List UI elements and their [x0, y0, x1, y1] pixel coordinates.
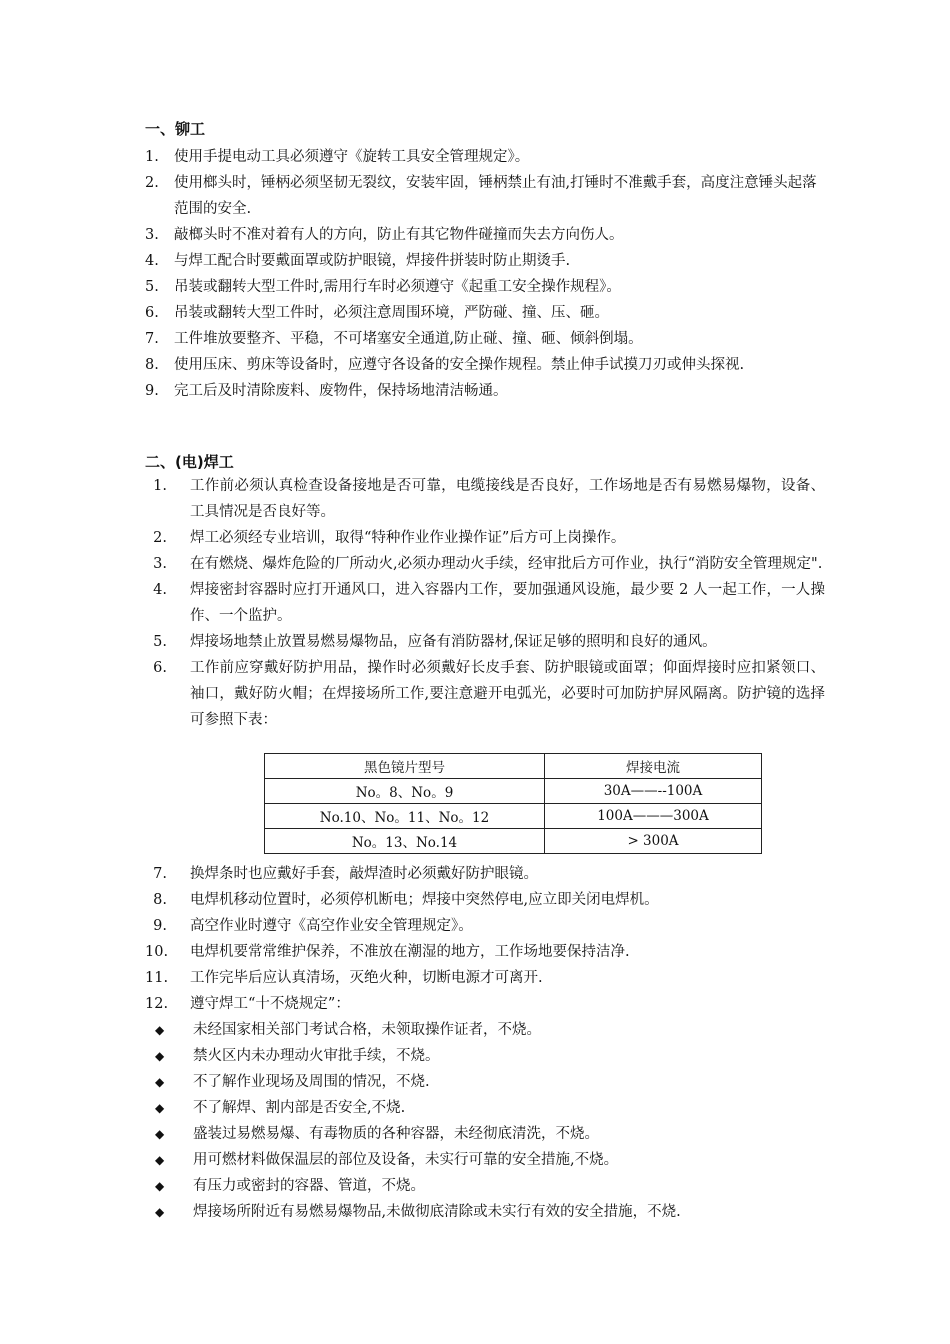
item-text: 焊接密封容器时应打开通风口，进入容器内工作，要加强通风设施，最少要 2 人一起工作，一人操作、一个监护。 [190, 582, 825, 624]
item-text: 电焊机要常常维护保养，不准放在潮湿的地方，工作场地要保持洁净. [190, 944, 630, 960]
table-row [265, 804, 762, 829]
item-text: 工作完毕后应认真清场，灭绝火种，切断电源才可离开. [190, 970, 543, 986]
item-text: 吊装或翻转大型工件时,需用行车时必须遵守《起重工安全操作规程》。 [174, 279, 621, 295]
table-cell: 100A———300A [545, 804, 762, 829]
bullet-text: 用可燃材料做保温层的部位及设备，未实行可靠的安全措施,不烧。 [193, 1152, 619, 1168]
section-title-welder: 二、(电)焊工 [145, 453, 234, 471]
item-text: 工件堆放要整齐、平稳，不可堵塞安全通道,防止碰、撞、砸、倾斜倒塌。 [174, 331, 643, 347]
lens-selection-table [264, 753, 762, 854]
list-item [145, 378, 825, 404]
item-text: 与焊工配合时要戴面罩或防护眼镜，焊接件拼装时防止期烫手. [174, 253, 571, 269]
item-number: 6. [153, 660, 167, 676]
diamond-bullet-icon: ◆ [155, 1153, 165, 1167]
item-text: 使用压床、剪床等设备时，应遵守各设备的安全操作规程。禁止伸手试摸刀刃或伸头探视. [174, 357, 745, 373]
bullet-item [155, 1199, 835, 1225]
list-item [145, 352, 825, 378]
item-text: 吊装或翻转大型工件时，必须注意周围环境，严防碰、撞、压、砸。 [174, 305, 609, 321]
diamond-bullet-icon: ◆ [155, 1049, 165, 1063]
bullet-text: 未经国家相关部门考试合格，未领取操作证者，不烧。 [193, 1022, 541, 1038]
bullet-text: 盛装过易燃易爆、有毒物质的各种容器，未经彻底清洗，不烧。 [193, 1126, 599, 1142]
item-text: 完工后及时清除废料、废物件，保持场地清洁畅通。 [174, 383, 508, 399]
item-number: 7. [153, 866, 167, 882]
table-header-cell: 焊接电流 [545, 754, 762, 779]
list-item [145, 991, 825, 1017]
item-text: 使用榔头时，锤柄必须坚韧无裂纹，安装牢固，锤柄禁止有油,打锤时不准戴手套，高度注意锤头起落范围的安全. [174, 175, 817, 217]
item-text: 敲榔头时不准对着有人的方向，防止有其它物件碰撞而失去方向伤人。 [174, 227, 624, 243]
table-header-cell: 黑色镜片型号 [265, 754, 545, 779]
list-item [145, 861, 825, 887]
item-text: 遵守焊工“十不烧规定”： [190, 996, 350, 1012]
list-item [145, 144, 825, 170]
table-cell: No.10、No。11、No。12 [265, 804, 545, 829]
item-text: 工作前必须认真检查设备接地是否可靠，电缆接线是否良好，工作场地是否有易燃易爆物，设备、工具情况是否良好等。 [190, 478, 825, 520]
diamond-bullet-icon: ◆ [155, 1075, 165, 1089]
table-row [265, 829, 762, 854]
item-text: 焊工必须经专业培训，取得“特种作业作业操作证”后方可上岗操作。 [190, 530, 626, 546]
bullet-text: 不了解焊、割内部是否安全,不烧. [193, 1100, 406, 1116]
item-text: 换焊条时也应戴好手套，敲焊渣时必须戴好防护眼镜。 [190, 866, 538, 882]
item-number: 5. [145, 279, 159, 295]
welder-rules-list-a [145, 473, 825, 733]
table-cell: 30A——--100A [545, 779, 762, 804]
bullet-item [155, 1069, 835, 1095]
list-item [145, 525, 825, 551]
item-number: 6. [145, 305, 159, 321]
item-number: 2. [153, 530, 167, 546]
item-number: 11. [145, 970, 169, 986]
list-item [145, 887, 825, 913]
table-header-row [265, 754, 762, 779]
riveter-rules-list [145, 144, 825, 404]
item-number: 4. [153, 582, 167, 598]
item-number: 3. [145, 227, 159, 243]
bullet-item [155, 1017, 835, 1043]
diamond-bullet-icon: ◆ [155, 1127, 165, 1141]
list-item [145, 655, 825, 733]
bullet-item [155, 1121, 835, 1147]
item-number: 2. [145, 175, 159, 191]
item-number: 10. [145, 944, 169, 960]
diamond-bullet-icon: ◆ [155, 1179, 165, 1193]
list-item [145, 551, 825, 577]
item-number: 12. [145, 996, 169, 1012]
list-item [145, 473, 825, 525]
list-item [145, 170, 825, 222]
item-text: 使用手提电动工具必须遵守《旋转工具安全管理规定》。 [174, 149, 530, 165]
item-number: 9. [145, 383, 159, 399]
list-item [145, 965, 825, 991]
section-title-riveter: 一、铆工 [145, 120, 206, 138]
table-row [265, 779, 762, 804]
list-item [145, 577, 825, 629]
item-text: 高空作业时遵守《高空作业安全管理规定》。 [190, 918, 473, 934]
bullet-item [155, 1147, 835, 1173]
item-number: 3. [153, 556, 167, 572]
list-item [145, 939, 825, 965]
item-number: 7. [145, 331, 159, 347]
ten-no-weld-rules [155, 1017, 835, 1225]
item-number: 5. [153, 634, 167, 650]
welder-rules-list-b [145, 861, 825, 1017]
bullet-text: 禁火区内未办理动火审批手续，不烧。 [193, 1048, 440, 1064]
list-item [145, 274, 825, 300]
item-number: 9. [153, 918, 167, 934]
item-number: 4. [145, 253, 159, 269]
item-number: 8. [145, 357, 159, 373]
bullet-text: 有压力或密封的容器、管道，不烧。 [193, 1178, 425, 1194]
list-item [145, 913, 825, 939]
list-item [145, 300, 825, 326]
bullet-item [155, 1095, 835, 1121]
bullet-item [155, 1173, 835, 1199]
table-cell: No。13、No.14 [265, 829, 545, 854]
list-item [145, 222, 825, 248]
list-item [145, 248, 825, 274]
item-number: 1. [145, 149, 159, 165]
diamond-bullet-icon: ◆ [155, 1023, 165, 1037]
diamond-bullet-icon: ◆ [155, 1101, 165, 1115]
diamond-bullet-icon: ◆ [155, 1205, 165, 1219]
bullet-text: 焊接场所附近有易燃易爆物品,未做彻底清除或未实行有效的安全措施，不烧. [193, 1204, 681, 1220]
item-text: 焊接场地禁止放置易燃易爆物品，应备有消防器材,保证足够的照明和良好的通风。 [190, 634, 717, 650]
bullet-text: 不了解作业现场及周围的情况，不烧. [193, 1074, 430, 1090]
item-number: 1. [153, 478, 167, 494]
item-number: 8. [153, 892, 167, 908]
bullet-item [155, 1043, 835, 1069]
table-cell: > 300A [545, 829, 762, 854]
item-text: 在有燃烧、爆炸危险的厂所动火,必须办理动火手续，经审批后方可作业，执行“消防安全管理规定". [190, 556, 823, 572]
list-item [145, 629, 825, 655]
table-cell: No。8、No。9 [265, 779, 545, 804]
item-text: 电焊机移动位置时，必须停机断电；焊接中突然停电,应立即关闭电焊机。 [190, 892, 659, 908]
list-item [145, 326, 825, 352]
item-text: 工作前应穿戴好防护用品，操作时必须戴好长皮手套、防护眼镜或面罩；仰面焊接时应扣紧领口、袖口，戴好防火帽；在焊接场所工作,要注意避开电弧光，必要时可加防护屏风隔离。防护镜的选择可参照下表： [190, 660, 825, 728]
